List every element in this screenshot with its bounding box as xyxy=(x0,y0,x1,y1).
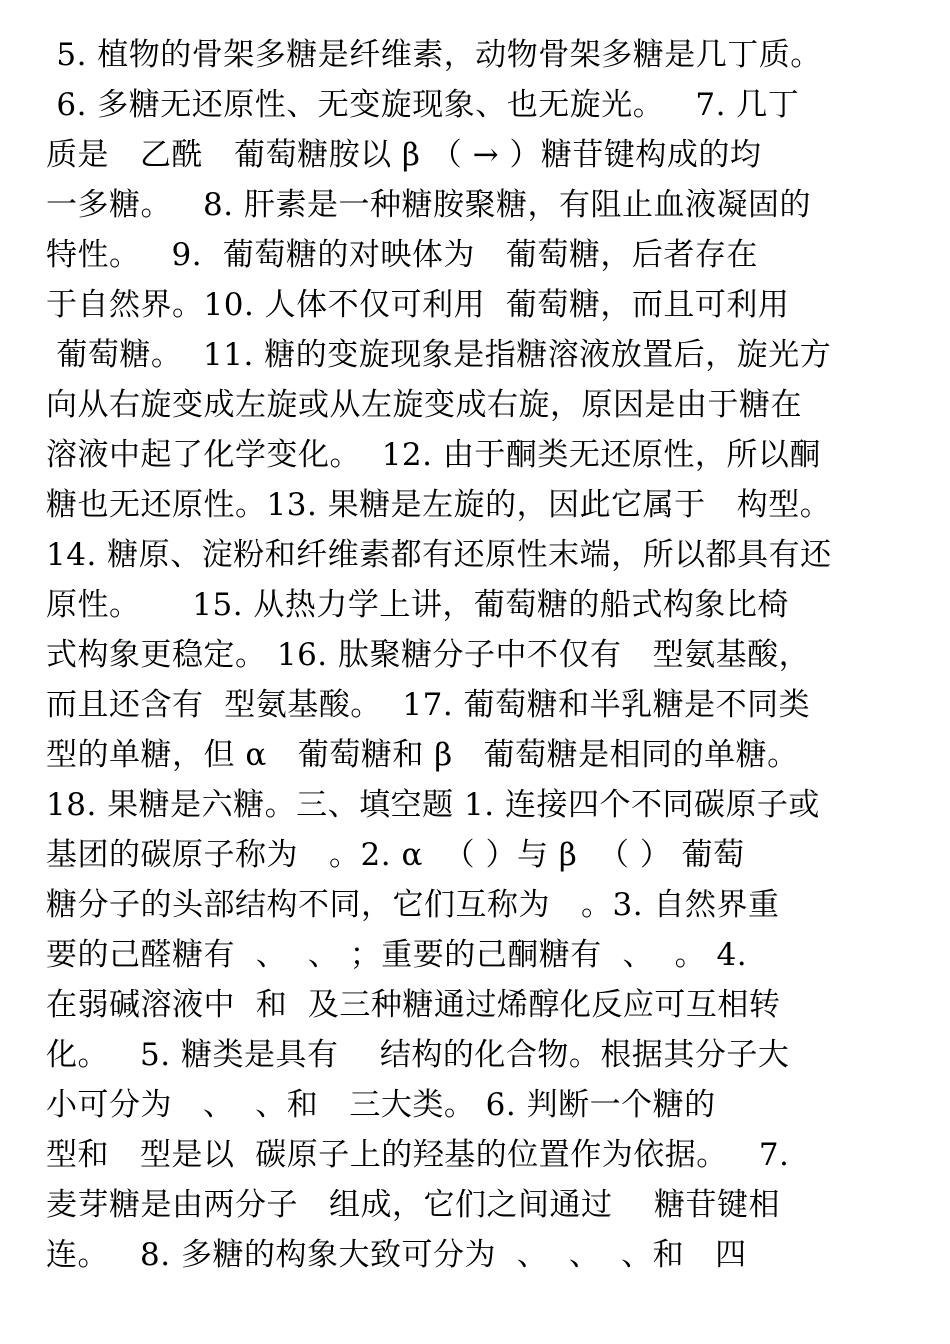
text-line: 特性。 9. 葡萄糖的对映体为 葡萄糖，后者存在 xyxy=(46,237,758,273)
text-line: 糖也无还原性。13. 果糖是左旋的，因此它属于 构型。 xyxy=(46,487,832,523)
text-line: 18. 果糖是六糖。三、填空题 1. 连接四个不同碳原子或 xyxy=(46,787,820,823)
text-line: 溶液中起了化学变化。 12. 由于酮类无还原性，所以酮 xyxy=(46,437,821,473)
text-line: 化。 5. 糖类是具有 结构的化合物。根据其分子大 xyxy=(46,1037,790,1073)
text-line: 要的己醛糖有 、 、 ；重要的己酮糖有 、 。 4. xyxy=(46,937,748,973)
text-line: 小可分为 、 、和 三大类。 6. 判断一个糖的 xyxy=(46,1087,716,1123)
text-line: 向从右旋变成左旋或从左旋变成右旋，原因是由于糖在 xyxy=(46,387,802,423)
text-line: 质是 乙酰 葡萄糖胺以 β （ → ）糖苷键构成的均 xyxy=(46,137,762,173)
text-line: 于自然界。10. 人体不仅可利用 葡萄糖，而且可利用 xyxy=(46,287,790,323)
text-line: 14. 糖原、淀粉和纤维素都有还原性末端，所以都具有还 xyxy=(46,537,832,573)
text-line: 葡萄糖。 11. 糖的变旋现象是指糖溶液放置后，旋光方 xyxy=(46,337,832,373)
text-line: 在弱碱溶液中 和 及三种糖通过烯醇化反应可互相转 xyxy=(46,987,781,1023)
text-line: 连。 8. 多糖的构象大致可分为 、 、 、和 四 xyxy=(46,1237,747,1273)
text-line: 糖分子的头部结构不同，它们互称为 。3. 自然界重 xyxy=(46,887,780,923)
text-line: 麦芽糖是由两分子 组成，它们之间通过 糖苷键相 xyxy=(46,1187,780,1223)
text-line: 型的单糖，但 α 葡萄糖和 β 葡萄糖是相同的单糖。 xyxy=(46,737,799,773)
text-line: 6. 多糖无还原性、无变旋现象、也无旋光。 7. 几丁 xyxy=(46,87,800,123)
text-line: 式构象更稳定。 16. 肽聚糖分子中不仅有 型氨基酸， xyxy=(46,637,811,673)
text-line: 而且还含有 型氨基酸。 17. 葡萄糖和半乳糖是不同类 xyxy=(46,687,811,723)
text-line: 5. 植物的骨架多糖是纤维素，动物骨架多糖是几丁质。 xyxy=(46,37,822,73)
text-line: 原性。 15. 从热力学上讲，葡萄糖的船式构象比椅 xyxy=(46,587,789,623)
text-line: 型和 型是以 碳原子上的羟基的位置作为依据。 7. xyxy=(46,1137,790,1173)
text-line: 一多糖。 8. 肝素是一种糖胺聚糖，有阻止血液凝固的 xyxy=(46,187,811,223)
text-line: 基团的碳原子称为 。2. α （ ）与 β （ ） 葡萄 xyxy=(46,837,745,873)
